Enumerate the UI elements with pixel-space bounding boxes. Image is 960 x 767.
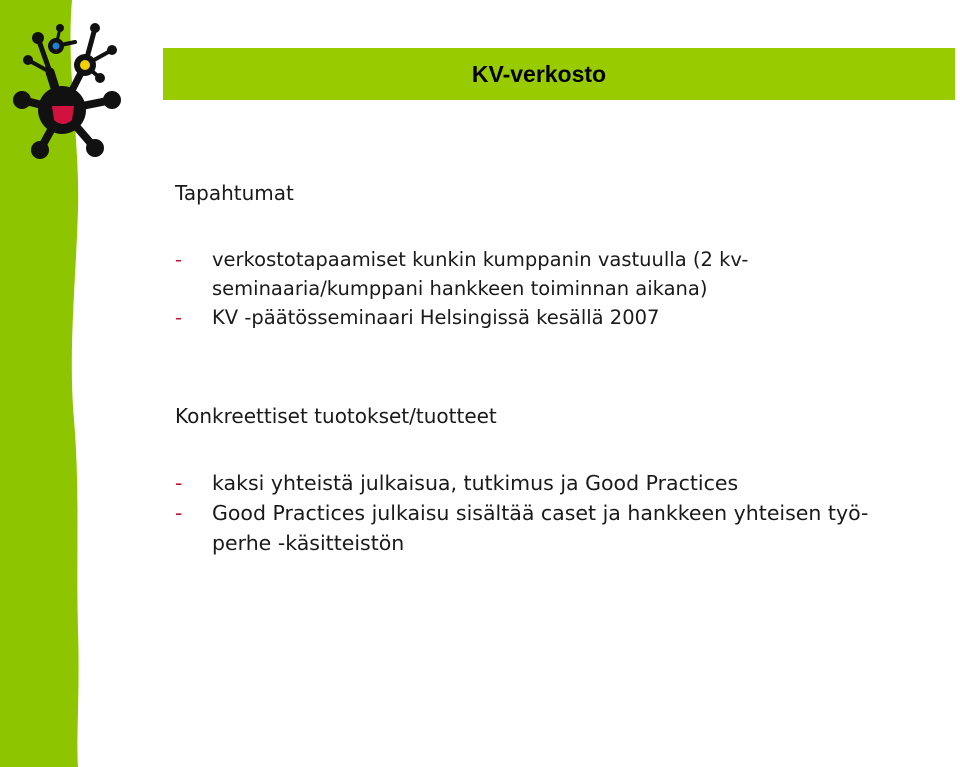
section-heading-events: Tapahtumat [175,181,294,205]
list-item-text: verkostotapaamiset kunkin kumppanin vastuulla (2 kv-seminaaria/kumppani hankkeen toiminnan aikana) [212,248,749,300]
section-heading-outputs: Konkreettiset tuotokset/tuotteet [175,404,497,428]
bullet-dash: - [175,501,183,525]
bullet-dash: - [175,306,183,329]
list-item [175,303,905,332]
list-item-text: kaksi yhteistä julkaisua, tutkimus ja Good Practices [212,471,739,495]
outputs-list [175,468,905,558]
list-item-text: Good Practices julkaisu sisältää caset ja hankkeen yhteisen työ-perhe -käsitteistön [212,501,869,555]
list-item [175,245,905,303]
list-item [175,498,905,558]
title-bar [163,48,955,100]
network-figure-logo [0,10,135,160]
list-item-text: KV -päätösseminaari Helsingissä kesällä 2007 [212,306,660,329]
events-list [175,245,905,332]
bullet-dash: - [175,248,183,271]
list-item [175,468,905,498]
bullet-dash: - [175,471,183,495]
slide-title: KV-verkosto [471,60,607,87]
